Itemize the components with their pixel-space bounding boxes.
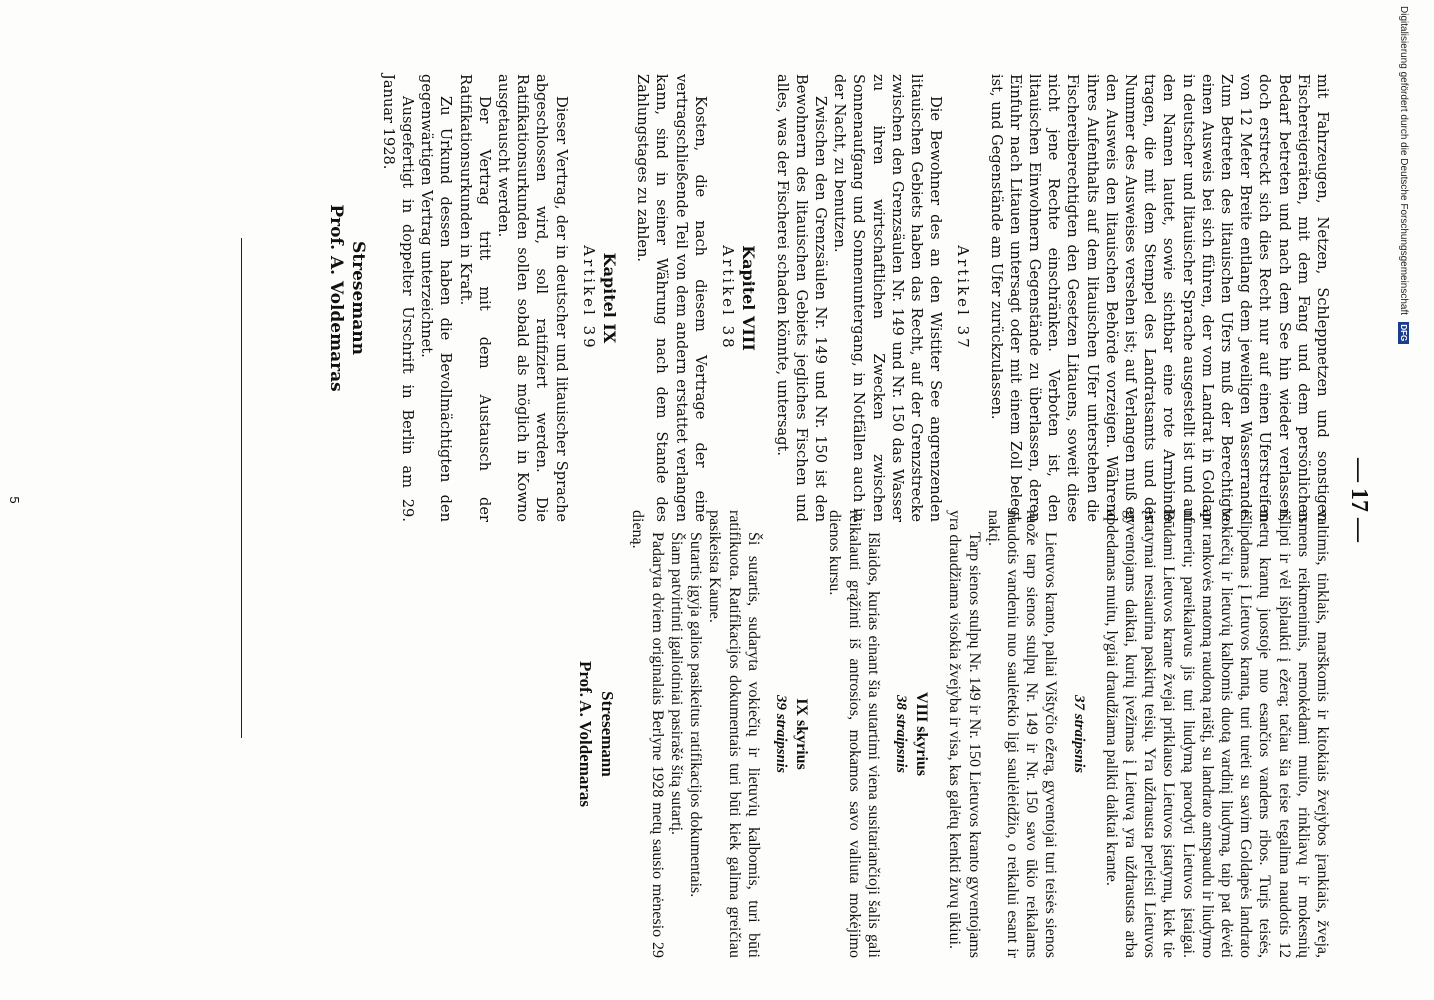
lithuanian-signature-1: Stresemann xyxy=(598,691,618,777)
german-article-39-text-3: Zu Urkund dessen haben die Bevollmächtigten den gegenwärtigen Vertrag unterzeichnet. xyxy=(418,74,455,522)
page-number: — 17 — xyxy=(1346,458,1372,542)
lithuanian-article-39-text: Ši sutartis, sudaryta vokiečių ir lietuvių kalbomis, turi būti ratifikuota. Ratifikacijos dokumentais turi būti kiek galima greičiau pasikeista Kaune. xyxy=(706,510,762,958)
german-signature-1: Stresemann xyxy=(347,240,368,355)
dfg-logo: DFG xyxy=(1398,322,1409,344)
lithuanian-article-37-title: 37 straipsnis xyxy=(1070,695,1087,773)
german-intro: mit Fahrzeugen, Netzen, Schleppnetzen und sonstigen Fischereigeräten, mit dem Fang und dem persönlichen Bedarf betreten und nach dem See hin wieder verlassen, doch erstreckt sich dies Recht nur auf einen Uferstreifen von 12 Meter Breite entlang dem jeweiligen Wasserrande. Zum Betreten des litauischen Ufers muß der Berechtigte einen Ausweis bei sich führen, der vom Landrat in Goldap in deutscher und litauischer Sprache ausgestellt ist und auf den Namen lautet, sowie sichtbar eine rote Armbinde tragen, die mit dem Stempel des Landratsamts und der Nummer des Ausweises versehen ist; auf Verlangen muß er den Ausweis den litauischen Behörde vorzeigen. Während ihres Aufenthalts auf dem litauischen Ufer unterstehen die Fischereiberechtigten den Gesetzen Litauens, soweit diese nicht jene Rechte einschränken. Verboten ist, den litauischen Einwohnern Gegenstände zu überlassen, deren Einfuhr nach Litauen untersagt oder mit einem Zoll belegt ist, und Gegenstände am Ufer zurückzulassen. xyxy=(987,74,1331,522)
lithuanian-article-37-text-2: Tarp sienos stulpų Nr. 149 ir Nr. 150 Lietuvos kranto gyventojams yra draudžiama visokia žvejyba ir visa, kas galėtų kenkti žuvų ūkiui. xyxy=(946,510,983,958)
lithuanian-article-39-text-4: Padaryta dviem originalais Berlyne 1928 metų sausio mėnesio 29 dieną. xyxy=(629,510,666,958)
lithuanian-article-37-text: Lietuvos kranto, paliai Vištyčio ežerą, gyventojai turi teisės sienos ruože tarp sienos stulpų Nr. 149 ir Nr. 150 savo ūkio reikalams naudotis vandeniu nuo saulėtekio ligi saulėleidžio, o reikalui esant ir naktį. xyxy=(984,510,1060,958)
lithuanian-chapter-9-title: IX skyrius xyxy=(793,698,811,770)
german-article-39-text-2: Der Vertrag tritt mit dem Austausch der Ratifikationsurkunden in Kraft. xyxy=(456,74,493,522)
german-article-39-title: Artikel 39 xyxy=(579,245,598,351)
lithuanian-article-39-text-3: Šiam patvirtinti įgaliotiniai pasirašė šitą sutartį. xyxy=(667,532,685,836)
lithuanian-intro: valtimis, tinklais, marškomis ir kitokiais žvejybos įrankiais, žveja, asmens reikmenimis, nemokėdami muito, rinkliavų ir mokesnių išlipti ir vėl išplaukti į ežerą; tačiau šia teise tegalima naudotis 12 metrų krantų juostoje nuo esančios vandens ribos. Turįs teisės, išlipdamas į Lietuvos krantą, turi turėti su savim Goldapės landrato vokiečių ir lietuvių kalbomis duotą vardinį liudymą, taip pat dėvėti ant rankovės matomą raudoną raištį, su landrato antspaudu ir liudymo numeriu; pareikalavus jis turi liudymą parodyti Lietuvos įstaigai. Būdami Lietuvos krante žvejai priklauso Lietuvos įstatymų, kiek tie įstatymai nesiaurina paskirtų teisių. Yra uždrausta perleisti Lietuvos gyventojams daiktai, kurių įvežimas į Lietuvą yra uždraustas arba apdedamas muitu, lygiai draudžiama palikti daiktai krante. xyxy=(1102,510,1331,958)
german-column xyxy=(325,74,1332,522)
footer-page-number: 5 xyxy=(7,496,22,504)
german-article-37-text: Die Bewohner des an den Wistiter See angrenzenden litauischen Gebiets haben das Recht, auf der Grenzstrecke zwischen den Grenzsäulen Nr. 149 und Nr. 150 das Wasser zu ihren wirtschaftlichen Zwecken zwischen Sonnenaufgang und Sonnenuntergang, in Notfällen auch in der Nacht, zu benutzen. xyxy=(831,74,945,522)
lithuanian-article-39-title: 39 straipsnis xyxy=(772,695,789,773)
lithuanian-article-39-text-2: Sutartis įgyja galios pasikeitus ratifikacijos dokumentais. xyxy=(687,532,705,898)
german-article-37-title: Artikel 37 xyxy=(954,245,973,351)
german-article-38-text: Kosten, die nach diesem Vertrage der eine vertragschließende Teil von dem andern erstattet verlangen kann, sind in seiner Währung nach dem Stande des Zahlungstages zu zahlen. xyxy=(634,74,709,522)
german-chapter-8-title: Kapitel VIII xyxy=(739,245,759,351)
german-article-38-title: Artikel 38 xyxy=(719,245,738,351)
german-article-39-text-4: Ausgefertigt in doppelter Urschrift in Berlin am 29. Januar 1928. xyxy=(379,74,417,522)
lithuanian-chapter-8-title: VIII skyrius xyxy=(913,691,931,777)
digitization-credit xyxy=(1394,6,1412,996)
lithuanian-article-38-text: Išlaidos, kurias einant šia sutartimi viena susitariančioji šalis gali reikalauti grąžinti iš antrosios, mokamos savo valiuta mokėjimo dienos kursu. xyxy=(826,510,882,958)
german-article-37-text-2: Zwischen den Grenzsäulen Nr. 149 und Nr. 150 ist den Bewohnern des litauischen Gebiets jegliches Fischen und alles, was der Fischerei schaden könnte, untersagt. xyxy=(773,74,829,522)
german-signature-2: Prof. A. Voldemaras xyxy=(325,204,346,392)
lithuanian-column xyxy=(574,510,1332,958)
lithuanian-article-38-title: 38 straipsnis xyxy=(892,695,909,773)
closing-rule xyxy=(241,238,242,738)
german-article-39-text: Dieser Vertrag, der in deutscher und litauischer Sprache abgeschlossen wird, soll ratifiziert werden. Die Ratifikationsurkunden sollen sobald als möglich in Kowno ausgetauscht werden. xyxy=(495,74,570,522)
lithuanian-signature-2: Prof. A. Voldemaras xyxy=(576,660,596,808)
credit-text: Digitalisierung gefördert durch die Deutsche Forschungsgemeinschaft xyxy=(1398,6,1409,316)
german-chapter-9-title: Kapitel IX xyxy=(600,252,620,344)
